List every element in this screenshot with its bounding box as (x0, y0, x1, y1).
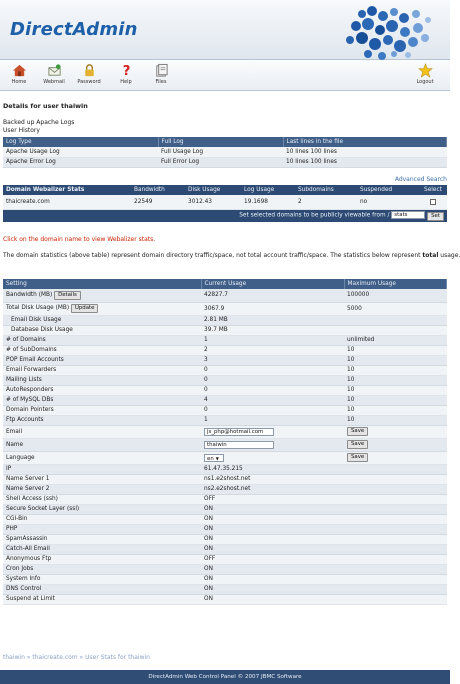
setting-max (344, 534, 447, 544)
name-field[interactable]: thaiwin (204, 441, 274, 449)
table-row (3, 147, 447, 157)
current-usage: 0 (201, 365, 344, 375)
public-view-text: Set selected domains to be publicly viewable from / (239, 212, 390, 219)
language-cell (201, 451, 344, 464)
max-usage: 10 (344, 415, 447, 425)
setting-name: Name Server 1 (3, 474, 201, 484)
current-usage: 0 (201, 405, 344, 415)
table-row (3, 425, 447, 438)
table-row (3, 554, 447, 564)
total-disk-label: Total Disk Usage (MB) (6, 305, 70, 311)
log-type-cell: Apache Usage Log (3, 147, 158, 157)
current-usage: 3067.9 (201, 302, 344, 315)
setting-name: Cron Jobs (3, 564, 201, 574)
toolbar-home-label: Home (11, 79, 27, 85)
full-log-link[interactable]: Full Error Log (158, 157, 283, 167)
page-title: Details for user thaiwin (3, 102, 88, 110)
help-icon (119, 63, 134, 78)
setting-value: OFF (201, 554, 344, 564)
details-button[interactable]: Details (54, 291, 81, 300)
setting-name: Database Disk Usage (3, 325, 201, 335)
user-history-link[interactable]: User History (3, 127, 40, 134)
setting-name: # of SubDomains (3, 345, 201, 355)
page-footer: DirectAdmin Web Control Panel © 2007 JBMC Software (0, 670, 450, 684)
setting-name: SpamAssassin (3, 534, 201, 544)
table-row (3, 345, 447, 355)
col-log-usage: Log Usage (241, 185, 295, 195)
webmail-icon (47, 63, 62, 78)
setting-max (344, 594, 447, 604)
setting-max (344, 494, 447, 504)
max-usage: 100000 (344, 289, 447, 302)
table-row (3, 355, 447, 365)
click-note: Click on the domain name to view Webalizer stats. (3, 236, 156, 243)
toolbar-help[interactable] (110, 63, 142, 85)
stats-note (3, 252, 460, 259)
setting-name: DNS Control (3, 584, 201, 594)
setting-name: Suspend at Limit (3, 594, 201, 604)
table-row (3, 574, 447, 584)
app-header (0, 0, 450, 60)
table-row (3, 438, 447, 451)
table-row (3, 464, 447, 474)
toolbar-files-label: Files (155, 79, 167, 85)
stats-path-input[interactable]: stats (391, 211, 425, 219)
files-icon (154, 63, 169, 78)
current-usage: 42827.7 (201, 289, 344, 302)
table-row (3, 451, 447, 464)
stats-note-pre: The domain statistics (above table) represent domain directory traffic/space, not total account traffic/space. The statistics below represent (3, 252, 423, 259)
bandwidth-label: Bandwidth (MB) (6, 291, 53, 298)
setting-name: Name Server 2 (3, 484, 201, 494)
col-log-type: Log Type (3, 137, 158, 147)
table-row (3, 564, 447, 574)
table-row (3, 365, 447, 375)
save-language-button[interactable]: Save (347, 453, 368, 462)
home-icon (12, 63, 27, 78)
language-value: en (207, 455, 214, 462)
col-current-usage: Current Usage (201, 279, 344, 289)
col-last-lines: Last lines in the file (283, 137, 447, 147)
setting-name: Mailing Lists (3, 375, 201, 385)
toolbar-home[interactable] (3, 63, 35, 85)
save-name-button[interactable]: Save (347, 440, 368, 449)
log-cell: 19.1698 (241, 195, 295, 209)
set-button[interactable]: Set (427, 212, 444, 221)
webalizer-footer-cell (3, 209, 447, 222)
setting-name: Shell Access (ssh) (3, 494, 201, 504)
table-row (3, 302, 447, 315)
setting-value: ns1.e2shost.net (201, 474, 344, 484)
table-row (3, 315, 447, 325)
bandwidth-cell: 22549 (131, 195, 185, 209)
col-domain-webalizer: Domain Webalizer Stats (3, 185, 131, 195)
subdomains-cell: 2 (295, 195, 357, 209)
setting-name: Language (3, 451, 201, 464)
name-save-cell (344, 438, 447, 451)
current-usage: 1 (201, 415, 344, 425)
setting-value: ON (201, 544, 344, 554)
setting-max (344, 474, 447, 484)
setting-value: ON (201, 534, 344, 544)
max-usage: 10 (344, 375, 447, 385)
language-save-cell (344, 451, 447, 464)
settings-table (3, 279, 447, 605)
toolbar-logout-label: Logout (416, 79, 434, 85)
setting-name: CGI-Bin (3, 514, 201, 524)
setting-name: IP (3, 464, 201, 474)
setting-name: Secure Socket Layer (ssl) (3, 504, 201, 514)
current-usage: 39.7 MB (201, 325, 344, 335)
setting-max (344, 544, 447, 554)
col-suspended: Suspended (357, 185, 419, 195)
main-toolbar (0, 60, 450, 91)
setting-max (344, 574, 447, 584)
last-lines-links[interactable]: 10 lines 100 lines (283, 157, 447, 167)
table-row (3, 415, 447, 425)
setting-name: # of MySQL DBs (3, 395, 201, 405)
max-usage (344, 325, 447, 335)
setting-name: Email Forwarders (3, 365, 201, 375)
setting-max (344, 554, 447, 564)
suspended-cell: no (357, 195, 419, 209)
current-usage: 0 (201, 385, 344, 395)
setting-name: Domain Pointers (3, 405, 201, 415)
max-usage (344, 315, 447, 325)
log-type-cell: Apache Error Log (3, 157, 158, 167)
max-usage: unlimited (344, 335, 447, 345)
setting-name: PHP (3, 524, 201, 534)
setting-max (344, 484, 447, 494)
setting-max (344, 564, 447, 574)
disk-cell: 3012.43 (185, 195, 241, 209)
language-select[interactable] (204, 454, 224, 462)
table-row (3, 157, 447, 167)
col-subdomains: Subdomains (295, 185, 357, 195)
table-row (3, 289, 447, 302)
setting-name: # of Domains (3, 335, 201, 345)
toolbar-webmail[interactable] (38, 63, 70, 85)
domain-link[interactable]: thaicreate.com (3, 195, 131, 209)
max-usage: 5000 (344, 302, 447, 315)
max-usage: 10 (344, 365, 447, 375)
setting-name: Anonymous Ftp (3, 554, 201, 564)
update-button[interactable]: Update (71, 304, 99, 313)
col-setting: Setting (3, 279, 201, 289)
setting-value: ns2.e2shost.net (201, 484, 344, 494)
breadcrumb[interactable]: thaiwin » thaicreate.com » User Stats for thaiwin (3, 654, 150, 661)
toolbar-password-label: Password (77, 79, 101, 85)
table-row (3, 474, 447, 484)
select-cell (419, 195, 447, 209)
setting-name: POP Email Accounts (3, 355, 201, 365)
setting-name: AutoResponders (3, 385, 201, 395)
max-usage: 10 (344, 405, 447, 415)
current-usage: 3 (201, 355, 344, 365)
table-row (3, 484, 447, 494)
table-row (3, 544, 447, 554)
table-row (3, 395, 447, 405)
full-log-link[interactable]: Full Usage Log (158, 147, 283, 157)
backed-up-text: Backed up Apache Logs (3, 119, 75, 126)
logout-star-icon (418, 63, 433, 78)
setting-name: Email Disk Usage (3, 315, 201, 325)
name-cell (201, 438, 344, 451)
col-disk-usage: Disk Usage (185, 185, 241, 195)
current-usage: 2 (201, 345, 344, 355)
info-rows (3, 464, 447, 604)
col-bandwidth: Bandwidth (131, 185, 185, 195)
setting-max (344, 464, 447, 474)
setting-name: System Info (3, 574, 201, 584)
last-lines-links[interactable]: 10 lines 100 lines (283, 147, 447, 157)
setting-value: OFF (201, 494, 344, 504)
table-row (3, 325, 447, 335)
table-row (3, 494, 447, 504)
setting-value: 61.47.35.215 (201, 464, 344, 474)
table-row (3, 375, 447, 385)
col-full-log: Full Log (158, 137, 283, 147)
logs-table (3, 137, 447, 168)
setting-max (344, 514, 447, 524)
table-row (3, 195, 447, 209)
setting-value: ON (201, 584, 344, 594)
setting-name (3, 289, 201, 302)
current-usage: 0 (201, 375, 344, 385)
lock-icon (82, 63, 97, 78)
webalizer-table (3, 185, 447, 222)
table-row (3, 405, 447, 415)
table-row (3, 524, 447, 534)
table-row (3, 385, 447, 395)
max-usage: 10 (344, 355, 447, 365)
setting-max (344, 504, 447, 514)
setting-value: ON (201, 564, 344, 574)
advanced-search-link[interactable]: Advanced Search (394, 176, 447, 183)
current-usage: 1 (201, 335, 344, 345)
app-logo[interactable]: DirectAdmin (10, 19, 138, 40)
toolbar-files[interactable] (145, 63, 177, 85)
setting-name: Catch-All Email (3, 544, 201, 554)
setting-name: Ftp Accounts (3, 415, 201, 425)
setting-name: Email (3, 425, 201, 438)
email-field[interactable]: js_php@hotmail.com (204, 428, 274, 436)
setting-value: ON (201, 504, 344, 514)
toolbar-webmail-label: Webmail (43, 79, 65, 85)
setting-max (344, 584, 447, 594)
setting-name: Name (3, 438, 201, 451)
setting-value: ON (201, 514, 344, 524)
email-save-cell (344, 425, 447, 438)
chevron-down-icon: ▼ (215, 455, 219, 461)
setting-value: ON (201, 524, 344, 534)
col-select: Select (419, 185, 447, 195)
setting-max (344, 524, 447, 534)
toolbar-password[interactable] (73, 63, 105, 85)
email-cell (201, 425, 344, 438)
max-usage: 10 (344, 345, 447, 355)
table-row (3, 584, 447, 594)
save-email-button[interactable]: Save (347, 427, 368, 436)
stats-note-post: usage. (438, 252, 460, 259)
svg-text:?: ? (122, 64, 130, 80)
toolbar-help-label: Help (120, 79, 132, 85)
stats-note-bold: total (422, 252, 439, 259)
current-usage: 2.81 MB (201, 315, 344, 325)
setting-value: ON (201, 594, 344, 604)
select-checkbox[interactable] (430, 199, 436, 205)
logo-dots-graphic (328, 4, 438, 60)
table-row (3, 534, 447, 544)
setting-name (3, 302, 201, 315)
table-row (3, 594, 447, 604)
table-row (3, 514, 447, 524)
webalizer-footer-row (3, 209, 447, 222)
table-row (3, 335, 447, 345)
toolbar-logout[interactable] (409, 63, 441, 85)
table-row (3, 504, 447, 514)
setting-value: ON (201, 574, 344, 584)
max-usage: 10 (344, 395, 447, 405)
current-usage: 4 (201, 395, 344, 405)
max-usage: 10 (344, 385, 447, 395)
col-maximum-usage: Maximum Usage (344, 279, 447, 289)
